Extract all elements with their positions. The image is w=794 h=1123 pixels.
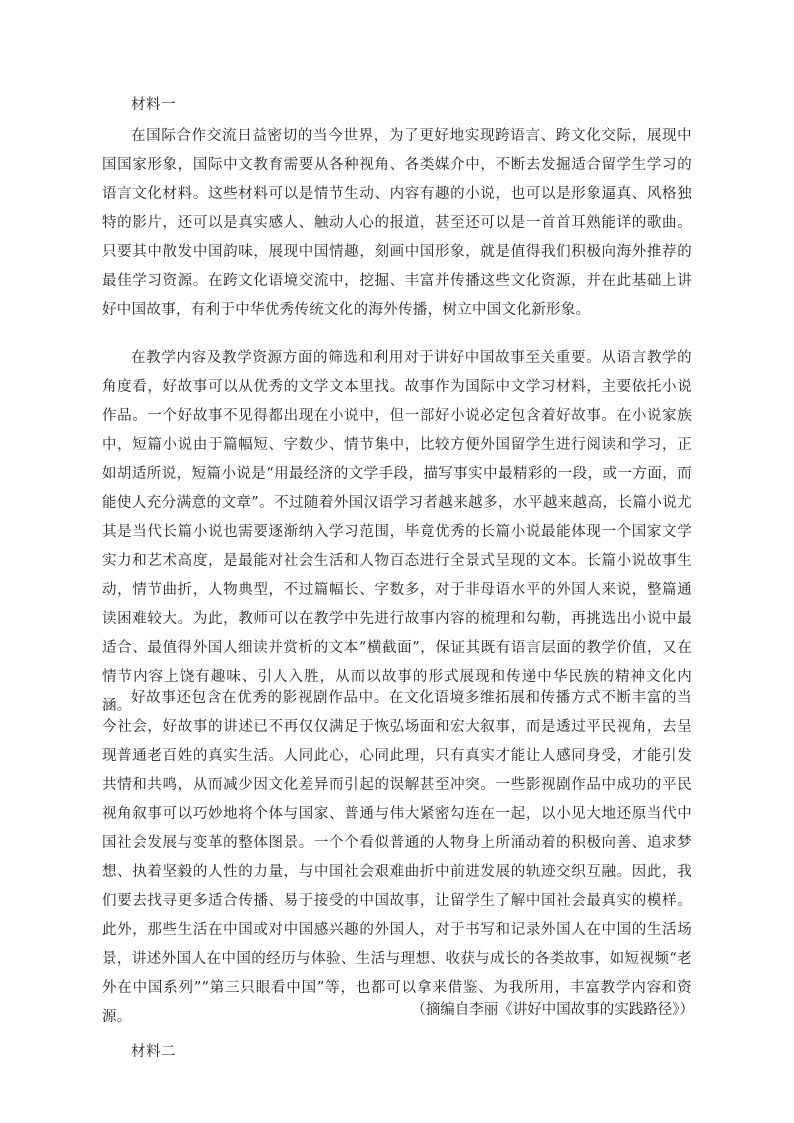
paragraph-3: 好故事还包含在优秀的影视剧作品中。在文化语境多维拓展和传播方式不断丰富的当今社会，好故事的讲述已不再仅仅满足于恢弘场面和宏大叙事，而是透过平民视角，去呈现普通老百姓的真实生活。人同此心，心同此理，只有真实才能让人感同身受，才能引发共情和共鸣，从而减少因文化差异而引起的误解甚至冲突。一些影视剧作品中成功的平民视角叙事可以巧妙地将个体与国家、普通与伟大紧密勾连在一起，以小见大地还原当代中国社会发展与变革的整体图景。一个个看似普通的人物身上所涌动着的积极向善、追求梦想、执着坚毅的人性的力量，与中国社会艰难曲折中前进发展的轨迹交织互融。因此，我们要去找寻更多适合传播、易于接受的中国故事，让留学生了解中国社会最真实的模样。此外，那些生活在中国或对中国感兴趣的外国人，对于书写和记录外国人在中国的生活场景，讲述外国人在中国的经历与体验、生活与理想、收获与成长的各类故事，如短视频“老外在中国系列”“第三只眼看中国”等，也都可以拿来借鉴、为我所用，丰富教学内容和资源。 (102, 690, 692, 1025)
paragraph-2: 在教学内容及教学资源方面的筛选和利用对于讲好中国故事至关重要。从语言教学的角度看，好故事可以从优秀的文学文本里找。故事作为国际中文学习材料，主要依托小说作品。一个好故事不见得都出现在小说中，但一部好小说必定包含着好故事。在小说家族中，短篇小说由于篇幅短、字数少、情节集中，比较方便外国留学生进行阅读和学习，正如胡适所说，短篇小说是“用最经济的文学手段，描写事实中最精彩的一段，或一方面，而能使人充分满意的文章”。不过随着外国汉语学习者越来越多，水平越来越高，长篇小说尤其是当代长篇小说也需要逐渐纳入学习范围，毕竟优秀的长篇小说最能体现一个国家文学实力和艺术高度，是最能对社会生活和人物百态进行全景式呈现的文本。长篇小说故事生动，情节曲折，人物典型，不过篇幅长、字数多，对于非母语水平的外国人来说，整篇通读困难较大。为此，教师可以在教学中先进行故事内容的梳理和勾勒，再挑选出小说中最适合、最值得外国人细读并赏析的文本“横截面”，保证其既有语言层面的教学价值，又在情节内容上饶有趣味、引人入胜，从而以故事的形式展现和传递中华民族的精神文化内涵。 (102, 350, 692, 714)
paragraph-1: 在国际合作交流日益密切的当今世界，为了更好地实现跨语言、跨文化交际，展现中国国家形象，国际中文教育需要从各种视角、各类媒介中，不断去发掘适合留学生学习的语言文化材料。这些材料可以是情节生动、内容有趣的小说，也可以是形象逼真、风格独特的影片，还可以是真实感人、触动人心的报道，甚至还可以是一首首耳熟能详的歌曲。只要其中散发中国韵味，展现中国情趣，刻画中国形象，就是值得我们积极向海外推荐的最佳学习资源。在跨文化语境交流中，挖掘、丰富并传播这些文化资源，并在此基础上讲好中国故事，有利于中华优秀传统文化的海外传播，树立中国文化新形象。 (102, 128, 692, 318)
material-two-heading: 材料二 (131, 1044, 176, 1060)
material-one-heading: 材料一 (131, 97, 176, 113)
source-citation: （摘编自李丽《讲好中国故事的实践路径》） (411, 1002, 694, 1018)
